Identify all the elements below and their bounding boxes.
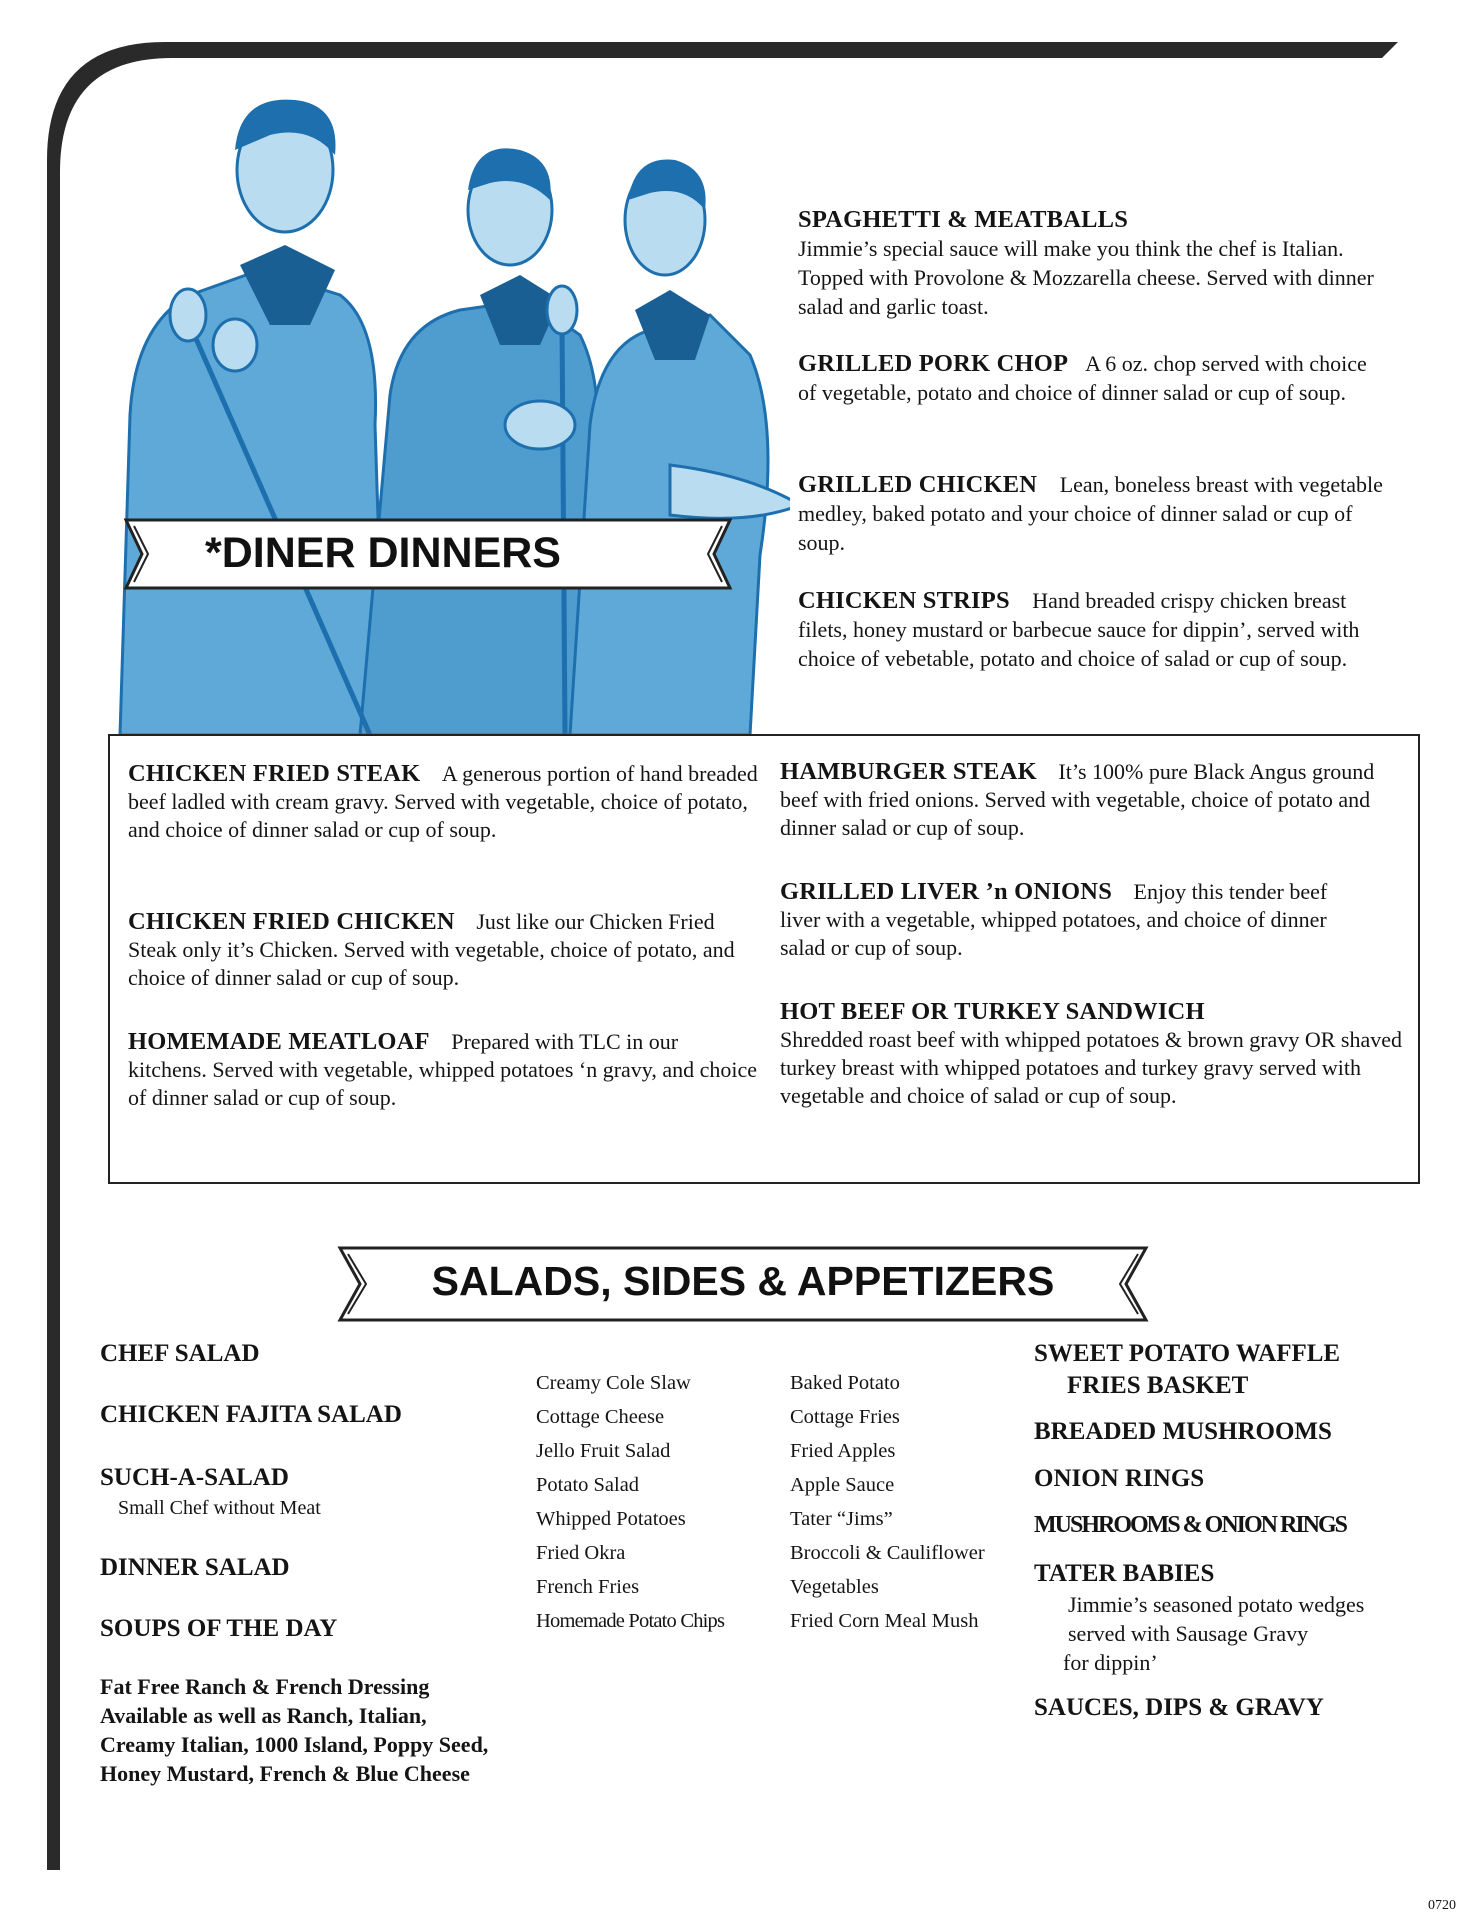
menu-item-chicken-fried-chicken — [128, 908, 758, 992]
menu-item-title: CHICKEN FRIED STEAK — [128, 760, 421, 787]
menu-item-description: A 6 oz. chop served with choice of vegetable, potato and choice of dinner salad or cup of soup. — [798, 351, 1367, 405]
side-item: Potato Salad — [536, 1474, 640, 1496]
menu-item-description: Prepared with TLC in our kitchens. Served with vegetable, whipped potatoes ‘n gravy, and choice of dinner salad or cup of soup. — [128, 1029, 758, 1110]
menu-item-description: Enjoy this tender beef liver with a vegetable, whipped potatoes, and choice of dinner salad or cup of soup. — [780, 879, 1328, 960]
sides-list-1 — [536, 1366, 724, 1638]
app-sweet-potato-waffle: SWEET POTATO WAFFLE — [1034, 1340, 1341, 1367]
menu-item-title: HOMEMADE MEATLOAF — [128, 1028, 430, 1055]
menu-item-chicken-strips — [798, 586, 1388, 673]
menu-item-description: Shredded roast beef with whipped potatoes & brown gravy OR shaved turkey breast with whipped potatoes and turkey gravy served with vegetable and choice of salad or cup of soup. — [780, 1027, 1402, 1108]
menu-item-description: A generous portion of hand breaded beef ladled with cream gravy. Served with vegetable, choice of potato, and choice of dinner salad or cup of soup. — [128, 761, 758, 842]
side-item: Vegetables — [790, 1576, 879, 1598]
salad-dinner: DINNER SALAD — [100, 1554, 290, 1581]
side-item: French Fries — [536, 1576, 640, 1598]
menu-item-title: CHICKEN STRIPS — [798, 587, 1010, 614]
diner-dinners-banner — [118, 516, 738, 592]
menu-item-grilled-chicken — [798, 470, 1388, 557]
side-item: Jello Fruit Salad — [536, 1440, 671, 1462]
tater-babies-desc-line: for dippin’ — [1063, 1650, 1158, 1675]
dressing-line: Honey Mustard, French & Blue Cheese — [100, 1761, 470, 1786]
menu-item-chicken-fried-steak — [128, 760, 758, 844]
print-code: 0720 — [1428, 1898, 1456, 1913]
app-onion-rings: ONION RINGS — [1034, 1465, 1205, 1492]
app-mushrooms-onion-rings: MUSHROOMS & ONION RINGS — [1034, 1512, 1347, 1538]
side-item: Fried Apples — [790, 1440, 896, 1462]
menu-item-description: Lean, boneless breast with vegetable medley, baked potato and your choice of dinner salad or cup of soup. — [798, 472, 1383, 555]
singers-trio-illustration — [110, 95, 790, 735]
tater-babies-desc-line: served with Sausage Gravy — [1068, 1621, 1309, 1646]
menu-item-description: It’s 100% pure Black Angus ground beef with fried onions. Served with vegetable, choice of potato and dinner salad or cup of soup. — [780, 759, 1375, 840]
salads-banner — [336, 1244, 1150, 1324]
side-item: Fried Corn Meal Mush — [790, 1610, 979, 1632]
menu-item-description: Jimmie’s special sauce will make you think the chef is Italian. Topped with Provolone & Mozzarella cheese. Served with dinner salad and garlic toast. — [798, 236, 1374, 319]
side-item: Cottage Fries — [790, 1406, 900, 1428]
dressing-line: Available as well as Ranch, Italian, — [100, 1703, 427, 1728]
sides-list-2 — [790, 1366, 985, 1638]
salad-chicken-fajita: CHICKEN FAJITA SALAD — [100, 1401, 402, 1428]
salad-such-a-salad-desc: Small Chef without Meat — [118, 1497, 321, 1519]
salad-chef: CHEF SALAD — [100, 1340, 260, 1367]
side-item: Fried Okra — [536, 1542, 626, 1564]
side-item: Broccoli & Cauliflower — [790, 1542, 985, 1564]
menu-item-hamburger-steak — [780, 758, 1400, 842]
menu-item-pork-chop — [798, 349, 1388, 407]
diner-dinners-box — [108, 734, 1420, 1184]
app-sauces-dips-gravy: SAUCES, DIPS & GRAVY — [1034, 1694, 1324, 1721]
menu-item-title: GRILLED CHICKEN — [798, 471, 1038, 498]
app-sweet-potato-waffle-2: FRIES BASKET — [1067, 1372, 1249, 1399]
side-item: Apple Sauce — [790, 1474, 895, 1496]
salad-such-a-salad: SUCH-A-SALAD — [100, 1464, 289, 1491]
diner-dinners-title: *DINER DINNERS — [205, 529, 561, 577]
menu-item-spaghetti — [798, 205, 1388, 321]
menu-item-title: GRILLED LIVER ’n ONIONS — [780, 878, 1113, 905]
menu-item-description: Hand breaded crispy chicken breast filets, honey mustard or barbecue sauce for dippin’, served with choice of vebetable, potato and choice of salad or cup of soup. — [798, 588, 1360, 671]
side-item: Homemade Potato Chips — [536, 1610, 725, 1632]
side-item: Tater “Jims” — [790, 1508, 893, 1530]
side-item: Whipped Potatoes — [536, 1508, 686, 1530]
menu-item-title: GRILLED PORK CHOP — [798, 350, 1069, 377]
dressing-line: Creamy Italian, 1000 Island, Poppy Seed, — [100, 1732, 489, 1757]
menu-item-title: HOT BEEF OR TURKEY SANDWICH — [780, 998, 1205, 1025]
side-item: Creamy Cole Slaw — [536, 1372, 691, 1394]
soups-of-the-day: SOUPS OF THE DAY — [100, 1615, 338, 1642]
menu-item-liver-onions — [780, 878, 1340, 962]
dressing-line: Fat Free Ranch & French Dressing — [100, 1674, 430, 1699]
tater-babies-desc-line: Jimmie’s seasoned potato wedges — [1068, 1592, 1365, 1617]
menu-item-title: HAMBURGER STEAK — [780, 758, 1037, 785]
dressing-note — [100, 1672, 580, 1788]
menu-item-hot-beef-turkey — [780, 998, 1410, 1110]
salads-banner-title: SALADS, SIDES & APPETIZERS — [431, 1258, 1055, 1304]
menu-item-title: CHICKEN FRIED CHICKEN — [128, 908, 455, 935]
app-tater-babies: TATER BABIES — [1034, 1560, 1215, 1587]
menu-item-description: Just like our Chicken Fried Steak only it’s Chicken. Served with vegetable, choice of potato, and choice of dinner salad or cup of soup. — [128, 909, 735, 990]
menu-item-title: SPAGHETTI & MEATBALLS — [798, 206, 1129, 233]
app-breaded-mushrooms: BREADED MUSHROOMS — [1034, 1418, 1332, 1445]
side-item: Baked Potato — [790, 1372, 900, 1394]
menu-item-homemade-meatloaf — [128, 1028, 758, 1112]
side-item: Cottage Cheese — [536, 1406, 665, 1428]
